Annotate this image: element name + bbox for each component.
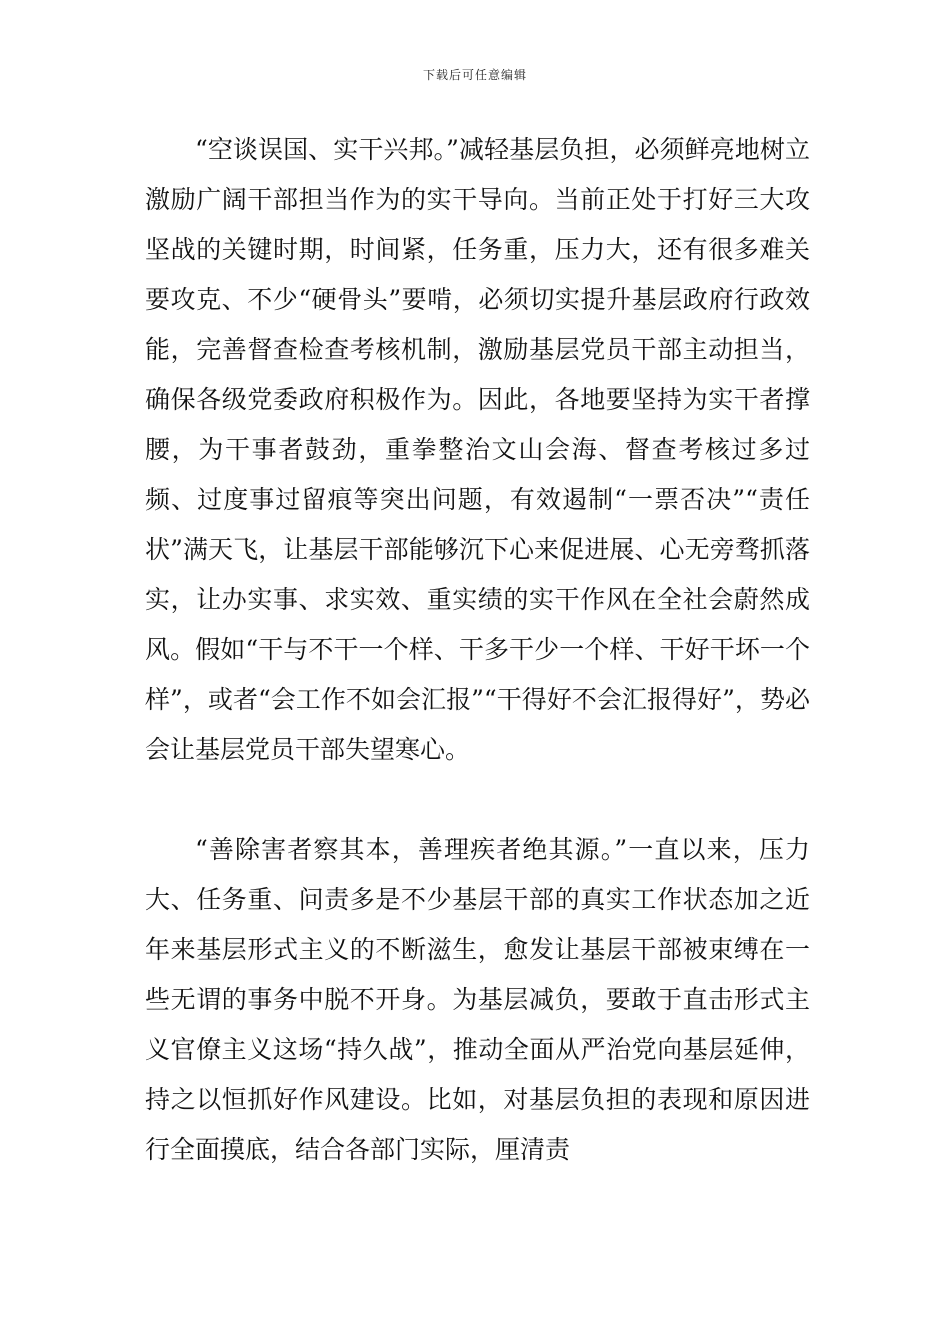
paragraph-2: “善除害者察其本，善理疾者绝其源。”一直以来，压力大、任务重、问责多是不少基层干部的真实工作状态加之近年来基层形式主义的不断滋生，愈发让基层干部被束缚在一些无谓的事务中脱不开身。为基层减负，要敢于直击形式主义官僚主义这场“持久战”，推动全面从严治党向基层延伸，持之以恒抓好作风建设。比如，对基层负担的表现和原因进行全面摸底，结合各部门实际，厘清责 bbox=[145, 835, 810, 1164]
document-body bbox=[145, 125, 810, 1175]
header-note: 下载后可任意编辑 bbox=[422, 68, 527, 82]
paragraph-1: “空谈误国、实干兴邦。”减轻基层负担，必须鲜亮地树立激励广阔干部担当作为的实干导向。当前正处于打好三大攻坚战的关键时期，时间紧，任务重，压力大，还有很多难关要攻克、不少“硬骨头”要啃，必须切实提升基层政府行政效能，完善督查检查考核机制，激励基层党员干部主动担当，确保各级党委政府积极作为。因此，各地要坚持为实干者撑腰，为干事者鼓劲，重拳整治文山会海、督查考核过多过频、过度事过留痕等突出问题，有效遏制“一票否决”“责任状”满天飞，让基层干部能够沉下心来促进展、心无旁骛抓落实，让办实事、求实效、重实绩的实干作风在全社会蔚然成风。假如“干与不干一个样、干多干少一个样、干好干坏一个样”，或者“会工作不如会汇报”“干得好不会汇报得好”，势必会让基层党员干部失望寒心。 bbox=[145, 135, 810, 764]
